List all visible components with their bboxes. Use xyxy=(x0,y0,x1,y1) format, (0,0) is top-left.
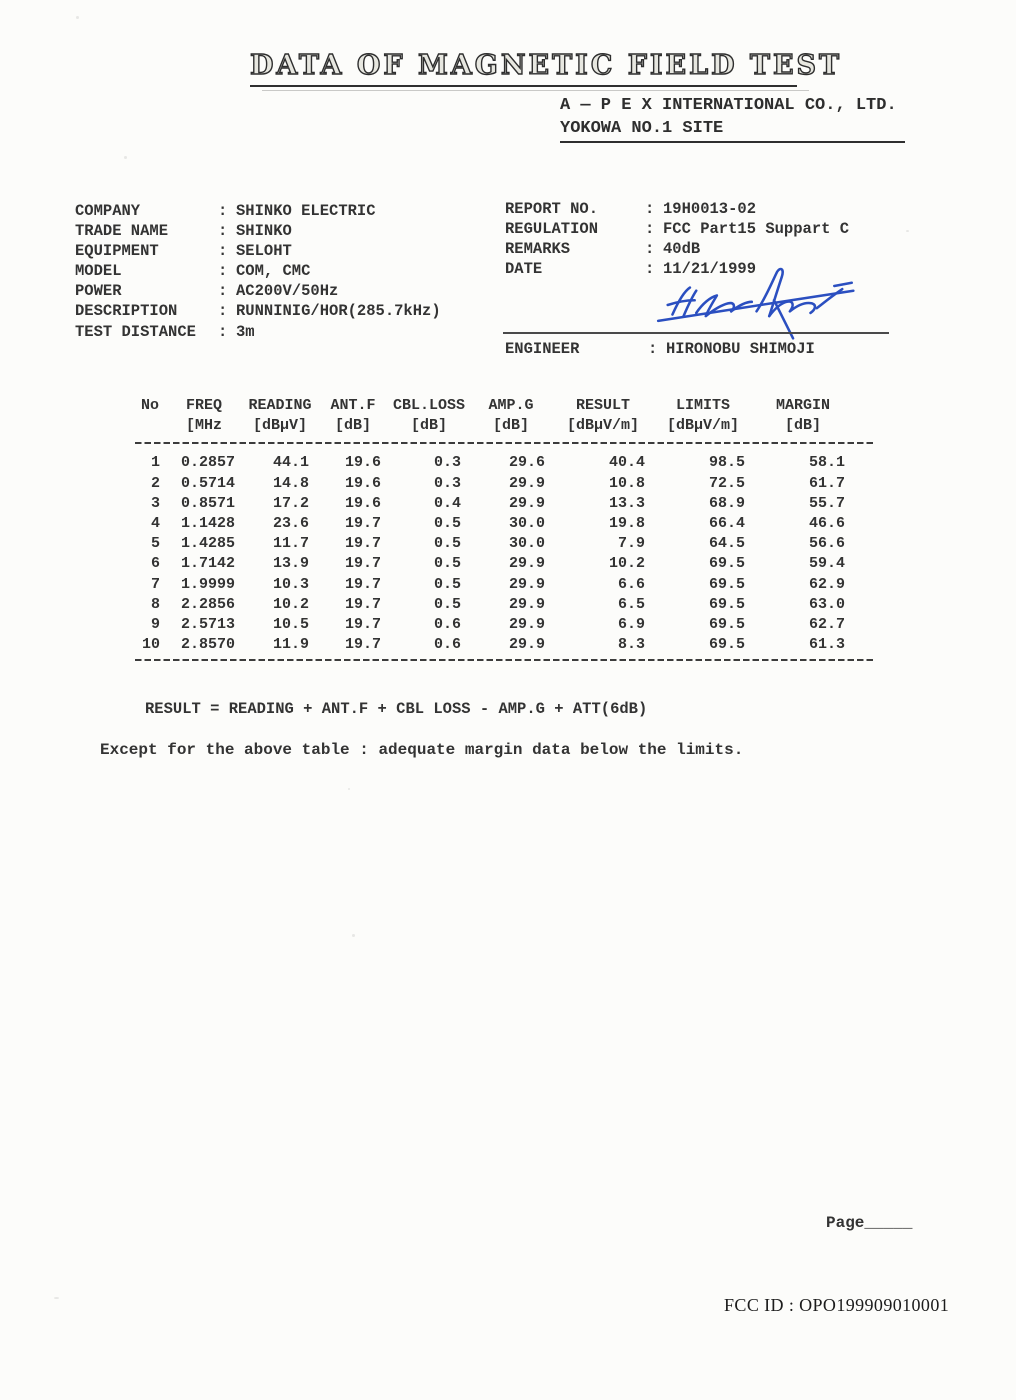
table-cell: 10.5 xyxy=(272,616,309,634)
measurement-table xyxy=(135,396,880,661)
table-cell: 19.6 xyxy=(344,494,381,512)
scan-speck xyxy=(348,788,350,790)
table-cell: 2 xyxy=(150,474,160,492)
info-value: 3m xyxy=(236,322,255,341)
column-header: FREQ xyxy=(185,397,222,414)
signature-stroke xyxy=(684,291,697,316)
table-cell: 0.6 xyxy=(433,636,461,654)
table-row xyxy=(135,635,880,655)
table-cell: 1.9999 xyxy=(180,575,235,593)
table-cell: 11.9 xyxy=(272,636,309,654)
table-cell: 2.2856 xyxy=(180,595,235,613)
table-cell: 19.7 xyxy=(344,616,381,634)
column-header: No xyxy=(140,397,159,414)
table-cell: 0.5 xyxy=(433,575,461,593)
table-row xyxy=(135,615,880,635)
info-label: EQUIPMENT xyxy=(75,242,159,261)
table-cell: 14.8 xyxy=(272,474,309,492)
colon: : xyxy=(218,242,228,261)
info-label: DESCRIPTION xyxy=(75,302,178,321)
column-unit: [dBμV] xyxy=(252,417,307,435)
table-cell: 29.9 xyxy=(508,616,545,634)
table-cell: 10.2 xyxy=(608,555,645,573)
table-row xyxy=(135,595,880,615)
column-header: CBL.LOSS xyxy=(392,397,465,414)
title-underline-echo xyxy=(262,90,809,91)
table-cell: 64.5 xyxy=(708,535,745,553)
table-cell: 55.7 xyxy=(808,494,845,512)
table-cell: 19.7 xyxy=(344,575,381,593)
table-cell: 2.8570 xyxy=(180,636,235,654)
info-label: REGULATION xyxy=(505,220,599,239)
table-cell: 17.2 xyxy=(272,494,309,512)
table-cell: 1.1428 xyxy=(180,515,235,533)
table-cell: 13.3 xyxy=(608,494,645,512)
column-header: MARGIN xyxy=(775,397,830,414)
table-cell: 0.2857 xyxy=(180,454,235,472)
table-cell: 6.6 xyxy=(617,575,645,593)
table-cell: 46.6 xyxy=(808,515,845,533)
table-separator-bottom xyxy=(135,659,875,661)
table-cell: 19.7 xyxy=(344,595,381,613)
table-cell: 10.3 xyxy=(272,575,309,593)
colon: : xyxy=(645,200,655,218)
table-cell: 59.4 xyxy=(808,555,845,573)
table-cell: 8.3 xyxy=(617,636,645,654)
table-cell: 3 xyxy=(150,494,160,512)
table-cell: 0.5 xyxy=(433,595,461,613)
info-label: REMARKS xyxy=(505,240,571,259)
colon: : xyxy=(645,240,655,259)
table-cell: 13.9 xyxy=(272,555,309,573)
column-header: READING xyxy=(248,397,312,414)
table-cell: 62.7 xyxy=(808,616,845,634)
table-row xyxy=(135,494,880,514)
info-row xyxy=(75,261,441,281)
table-cell: 69.5 xyxy=(708,636,745,654)
table-cell: 19.7 xyxy=(344,515,381,533)
info-value: 11/21/1999 xyxy=(663,260,757,279)
fcc-id: FCC ID : OPO199909010001 xyxy=(724,1295,950,1315)
page-number-field xyxy=(826,1214,912,1232)
info-label: COMPANY xyxy=(75,202,141,220)
table-cell: 0.3 xyxy=(433,474,461,492)
table-cell: 2.5713 xyxy=(180,616,235,634)
info-value: SHINKO xyxy=(236,222,292,241)
table-cell: 10.2 xyxy=(272,595,309,613)
info-row xyxy=(75,201,441,221)
table-cell: 19.7 xyxy=(344,636,381,654)
table-cell: 0.4 xyxy=(433,494,461,512)
info-row xyxy=(75,281,441,301)
table-row xyxy=(135,514,880,534)
table-cell: 63.0 xyxy=(808,595,845,613)
colon: : xyxy=(645,220,655,239)
table-cell: 19.7 xyxy=(344,555,381,573)
table-row xyxy=(135,534,880,554)
info-row xyxy=(75,241,441,261)
engineer-row xyxy=(505,340,815,358)
column-unit: [dBμV/m] xyxy=(566,417,639,435)
table-cell: 8 xyxy=(150,595,160,613)
column-unit: [dB] xyxy=(784,417,821,435)
margin-note: Except for the above table : adequate margin data below the limits. xyxy=(100,741,744,759)
table-cell: 4 xyxy=(150,515,160,533)
column-unit: [dB] xyxy=(334,417,371,435)
table-cell: 9 xyxy=(150,616,160,634)
table-cell: 69.5 xyxy=(708,575,745,593)
column-unit: [dBμV/m] xyxy=(666,417,739,435)
table-cell: 29.9 xyxy=(508,595,545,613)
info-row xyxy=(505,219,849,239)
table-body xyxy=(135,453,880,655)
page-label: Page xyxy=(826,1214,865,1232)
page-blank-line: _____ xyxy=(864,1214,913,1232)
table-separator-top xyxy=(135,442,875,444)
table-cell: 66.4 xyxy=(708,515,745,533)
table-cell: 7 xyxy=(150,575,160,593)
table-cell: 10 xyxy=(141,636,160,654)
info-value: AC200V/50Hz xyxy=(236,282,339,301)
signature-stroke xyxy=(834,283,851,286)
colon: : xyxy=(218,202,228,220)
info-value: FCC Part15 Suppart C xyxy=(663,220,850,239)
scan-speck xyxy=(76,16,79,19)
table-units-row xyxy=(135,416,880,436)
colon: : xyxy=(645,260,655,279)
table-cell: 61.3 xyxy=(808,636,845,654)
document-title: DATA OF MAGNETIC FIELD TEST xyxy=(250,50,843,81)
table-cell: 29.9 xyxy=(508,494,545,512)
table-cell: 6.9 xyxy=(617,616,645,634)
info-label: DATE xyxy=(505,260,543,279)
table-header-row xyxy=(135,396,880,416)
info-value: 19H0013-02 xyxy=(663,200,757,218)
column-unit: [MHz xyxy=(185,417,222,435)
signature-strokes xyxy=(658,269,853,338)
table-cell: 72.5 xyxy=(708,474,745,492)
column-header: RESULT xyxy=(575,397,630,414)
column-header: ANT.F xyxy=(330,397,376,414)
info-row xyxy=(75,221,441,241)
column-unit xyxy=(135,416,165,436)
org-site: YOKOWA NO.1 SITE xyxy=(560,119,905,143)
table-cell: 0.5 xyxy=(433,535,461,553)
table-cell: 68.9 xyxy=(708,494,745,512)
colon: : xyxy=(218,302,228,321)
scan-speck xyxy=(352,934,355,937)
table-cell: 1.7142 xyxy=(180,555,235,573)
table-cell: 7.9 xyxy=(617,535,645,553)
info-block-left xyxy=(75,201,441,342)
table-cell: 56.6 xyxy=(808,535,845,553)
table-cell: 0.8571 xyxy=(180,494,235,512)
colon: : xyxy=(648,340,658,358)
table-cell: 40.4 xyxy=(608,454,645,472)
table-cell: 1 xyxy=(150,454,160,472)
column-unit: [dB] xyxy=(492,417,529,435)
signature-stroke xyxy=(817,289,842,308)
colon: : xyxy=(218,282,228,301)
info-value: SHINKO ELECTRIC xyxy=(236,202,376,220)
table-cell: 69.5 xyxy=(708,595,745,613)
info-label: TEST DISTANCE xyxy=(75,322,196,341)
table-cell: 1.4285 xyxy=(180,535,235,553)
table-cell: 62.9 xyxy=(808,575,845,593)
table-cell: 23.6 xyxy=(272,515,309,533)
info-label: MODEL xyxy=(75,262,122,281)
colon: : xyxy=(218,262,228,281)
info-row xyxy=(505,239,849,259)
colon: : xyxy=(218,222,228,241)
info-value: SELOHT xyxy=(236,242,292,261)
table-cell: 19.7 xyxy=(344,535,381,553)
info-row xyxy=(75,322,441,342)
column-header: LIMITS xyxy=(675,397,730,414)
colon: : xyxy=(218,322,228,341)
table-cell: 19.6 xyxy=(344,454,381,472)
table-cell: 30.0 xyxy=(508,515,545,533)
table-cell: 29.9 xyxy=(508,555,545,573)
table-row xyxy=(135,453,880,473)
table-cell: 98.5 xyxy=(708,454,745,472)
info-row xyxy=(505,199,849,219)
signature-line xyxy=(503,332,889,334)
scan-speck xyxy=(124,156,127,159)
org-name: A — P E X INTERNATIONAL CO., LTD. xyxy=(560,96,897,115)
scan-speck xyxy=(54,1297,59,1299)
table-cell: 6.5 xyxy=(617,595,645,613)
table-cell: 29.9 xyxy=(508,575,545,593)
table-cell: 69.5 xyxy=(708,616,745,634)
table-cell: 0.3 xyxy=(433,454,461,472)
info-value: 40dB xyxy=(663,240,701,259)
engineer-label: ENGINEER xyxy=(505,340,580,358)
table-row xyxy=(135,575,880,595)
table-cell: 10.8 xyxy=(608,474,645,492)
engineer-signature xyxy=(655,268,893,342)
table-cell: 0.6 xyxy=(433,616,461,634)
info-label: POWER xyxy=(75,282,122,301)
info-row xyxy=(75,301,441,321)
table-cell: 44.1 xyxy=(272,454,309,472)
table-cell: 0.5 xyxy=(433,555,461,573)
table-cell: 0.5 xyxy=(433,515,461,533)
column-unit: [dB] xyxy=(410,417,447,435)
table-cell: 11.7 xyxy=(272,535,309,553)
table-cell: 19.6 xyxy=(344,474,381,492)
table-cell: 29.9 xyxy=(508,636,545,654)
info-label: REPORT NO. xyxy=(505,200,599,218)
column-header: AMP.G xyxy=(488,397,534,414)
result-formula: RESULT = READING + ANT.F + CBL LOSS - AMP.G + ATT(6dB) xyxy=(145,700,648,718)
table-cell: 29.9 xyxy=(508,474,545,492)
info-value: COM, CMC xyxy=(236,262,311,281)
engineer-value: HIRONOBU SHIMOJI xyxy=(666,340,815,358)
table-cell: 0.5714 xyxy=(180,474,235,492)
table-cell: 19.8 xyxy=(608,515,645,533)
table-cell: 6 xyxy=(150,555,160,573)
table-cell: 61.7 xyxy=(808,474,845,492)
table-cell: 29.6 xyxy=(508,454,545,472)
info-value: RUNNINIG/HOR(285.7kHz) xyxy=(236,302,441,321)
scan-speck xyxy=(906,230,909,232)
info-label: TRADE NAME xyxy=(75,222,169,241)
table-cell: 58.1 xyxy=(808,454,845,472)
table-row xyxy=(135,554,880,574)
title-underline xyxy=(250,85,797,87)
table-row xyxy=(135,474,880,494)
table-cell: 5 xyxy=(150,535,160,553)
table-cell: 30.0 xyxy=(508,535,545,553)
table-cell: 69.5 xyxy=(708,555,745,573)
